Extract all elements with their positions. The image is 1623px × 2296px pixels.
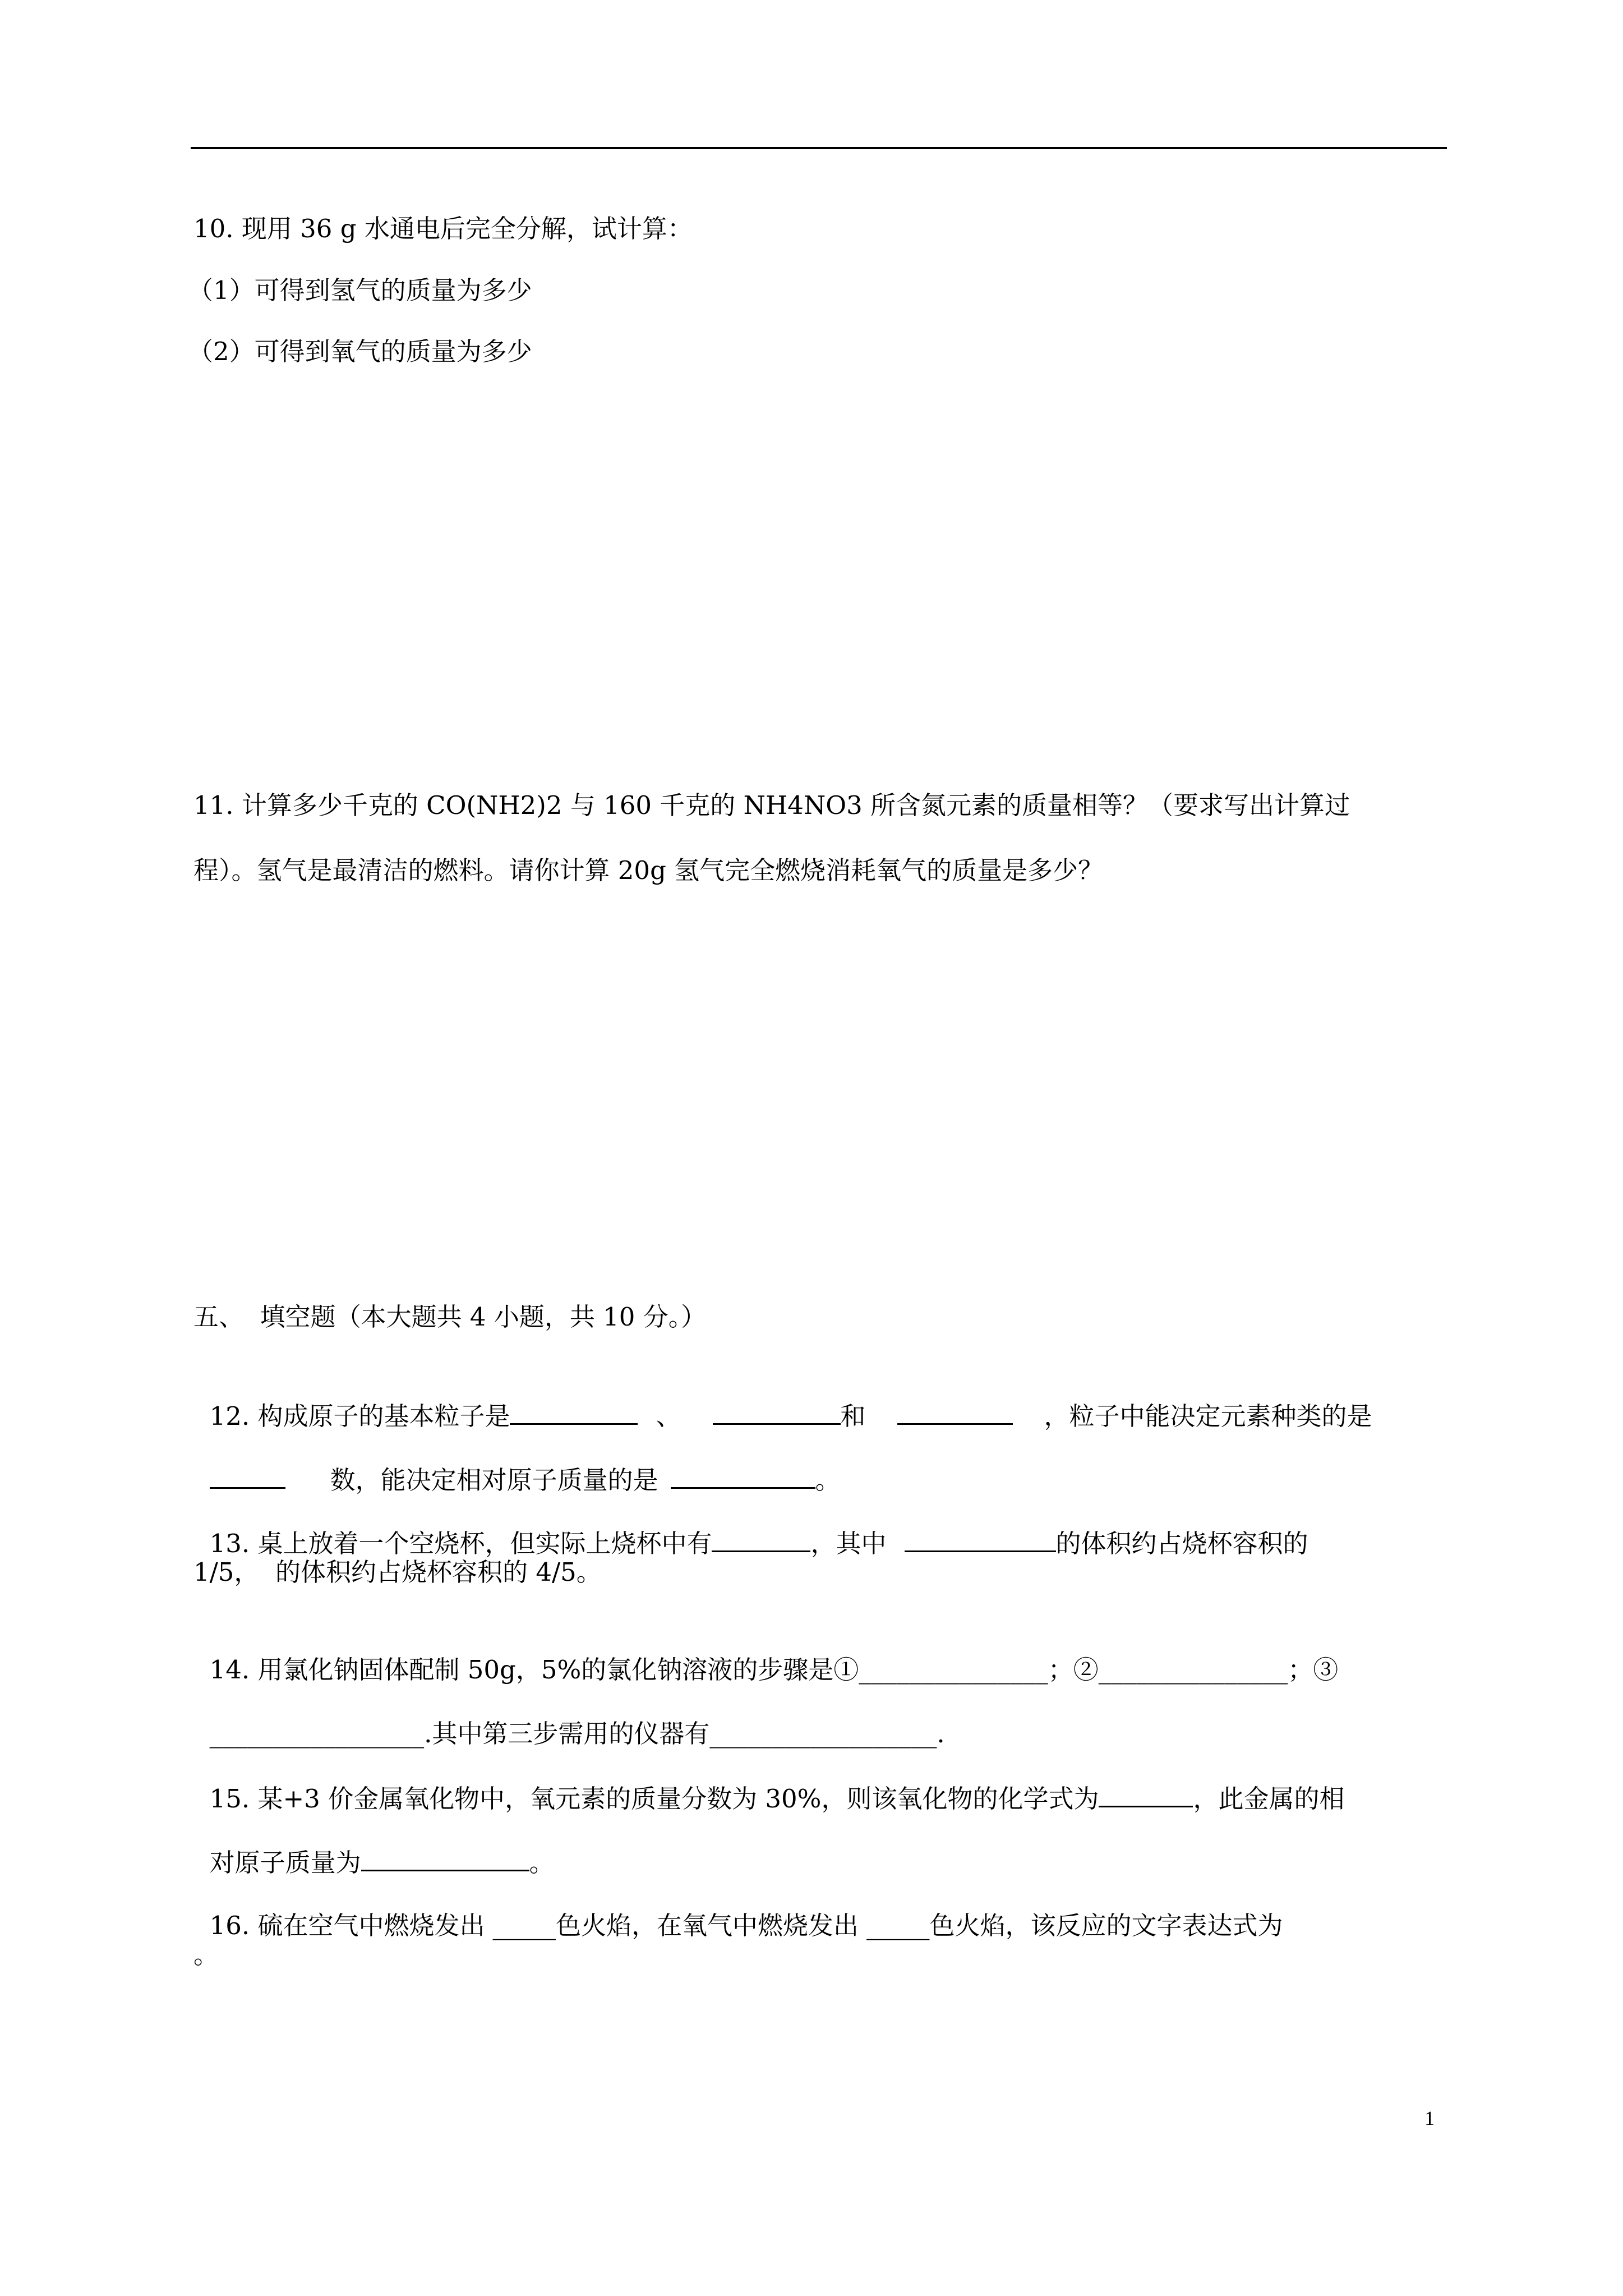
- q11-line2: 程）。氢气是最清洁的燃料。请你计算 20g 氢气完全燃烧消耗氧气的质量是多少？: [193, 855, 1104, 885]
- q15-line1: [193, 1747, 1344, 1816]
- q16-text3: 色火焰，该反应的文字表达式为: [929, 1911, 1283, 1940]
- q12-text1: 12. 构成原子的基本粒子是: [209, 1401, 510, 1431]
- q10-part1: （1）可得到氢气的质量为多少: [188, 275, 532, 305]
- q14-text2: ；②: [1048, 1655, 1099, 1685]
- q14-blank1[interactable]: _______________: [859, 1655, 1048, 1685]
- q12-text3: 和: [840, 1401, 866, 1431]
- q12-blank2[interactable]: [713, 1398, 841, 1425]
- q14-text5: .: [937, 1719, 945, 1749]
- q13-text3: 的体积约占烧杯容积的: [1055, 1529, 1308, 1558]
- q12-text5: 数，能决定相对原子质量的是: [330, 1465, 658, 1495]
- q12-text2: 、: [656, 1401, 681, 1431]
- section-five-title: 五、 填空题（本大题共 4 小题，共 10 分。）: [193, 1302, 707, 1332]
- q13-blank1[interactable]: [712, 1526, 810, 1552]
- q14-blank3[interactable]: _________________: [209, 1719, 425, 1749]
- q12-blank4[interactable]: [210, 1462, 285, 1489]
- q16-blank2[interactable]: _____: [866, 1911, 930, 1940]
- q15-blank2[interactable]: [361, 1845, 529, 1871]
- q13-line1: [193, 1492, 1308, 1561]
- q13-text1: 13. 桌上放着一个空烧杯，但实际上烧杯中有: [209, 1529, 712, 1558]
- q13-line2: 1/5， 的体积约占烧杯容积的 4/5。: [193, 1557, 602, 1587]
- q14-blank2[interactable]: _______________: [1098, 1655, 1288, 1685]
- q16-text1: 16. 硫在空气中燃烧发出: [209, 1911, 485, 1940]
- q13-blank2[interactable]: [905, 1526, 1056, 1552]
- q13-text2: ，其中: [810, 1529, 887, 1558]
- q16-blank1[interactable]: _____: [492, 1911, 556, 1940]
- q14-text1: 14. 用氯化钠固体配制 50g，5%的氯化钠溶液的步骤是①: [209, 1655, 859, 1685]
- q14-line1: [193, 1619, 1338, 1687]
- q11-line1: 11. 计算多少千克的 CO(NH2)2 与 160 千克的 NH4NO3 所含氮元素的质量相等？（要求写出计算过: [193, 790, 1350, 820]
- q16-line1: [193, 1875, 1283, 1943]
- q15-text4: 。: [529, 1848, 555, 1878]
- q12-line1: [193, 1365, 1372, 1433]
- q14-line2: [193, 1683, 945, 1751]
- page-number: 1: [1424, 2107, 1435, 2129]
- q12-text6: 。: [815, 1465, 841, 1495]
- q15-blank1[interactable]: [1099, 1781, 1193, 1807]
- q12-blank1[interactable]: [510, 1398, 638, 1425]
- q12-blank5[interactable]: [671, 1462, 815, 1489]
- q10-part2: （2）可得到氧气的质量为多少: [188, 337, 532, 366]
- q14-text3: ；③: [1288, 1655, 1339, 1685]
- q12-blank3[interactable]: [897, 1398, 1013, 1425]
- q12-text4: ，粒子中能决定元素种类的是: [1044, 1401, 1372, 1431]
- q15-text3: 对原子质量为: [209, 1848, 361, 1878]
- q12-line2: [193, 1429, 841, 1497]
- q15-line2: [193, 1811, 555, 1880]
- q15-text2: ，此金属的相: [1193, 1784, 1345, 1814]
- q10-stem: 10. 现用 36 g 水通电后完全分解，试计算：: [193, 214, 693, 243]
- q14-blank4[interactable]: __________________: [709, 1719, 937, 1749]
- q14-text4: .其中第三步需用的仪器有: [424, 1719, 710, 1749]
- q15-text1: 15. 某+3 价金属氧化物中，氧元素的质量分数为 30%，则该氧化物的化学式为: [209, 1784, 1099, 1814]
- header-rule: [191, 147, 1447, 149]
- q16-line2: 。: [193, 1940, 219, 1970]
- q16-text2: 色火焰，在氧气中燃烧发出: [555, 1911, 859, 1940]
